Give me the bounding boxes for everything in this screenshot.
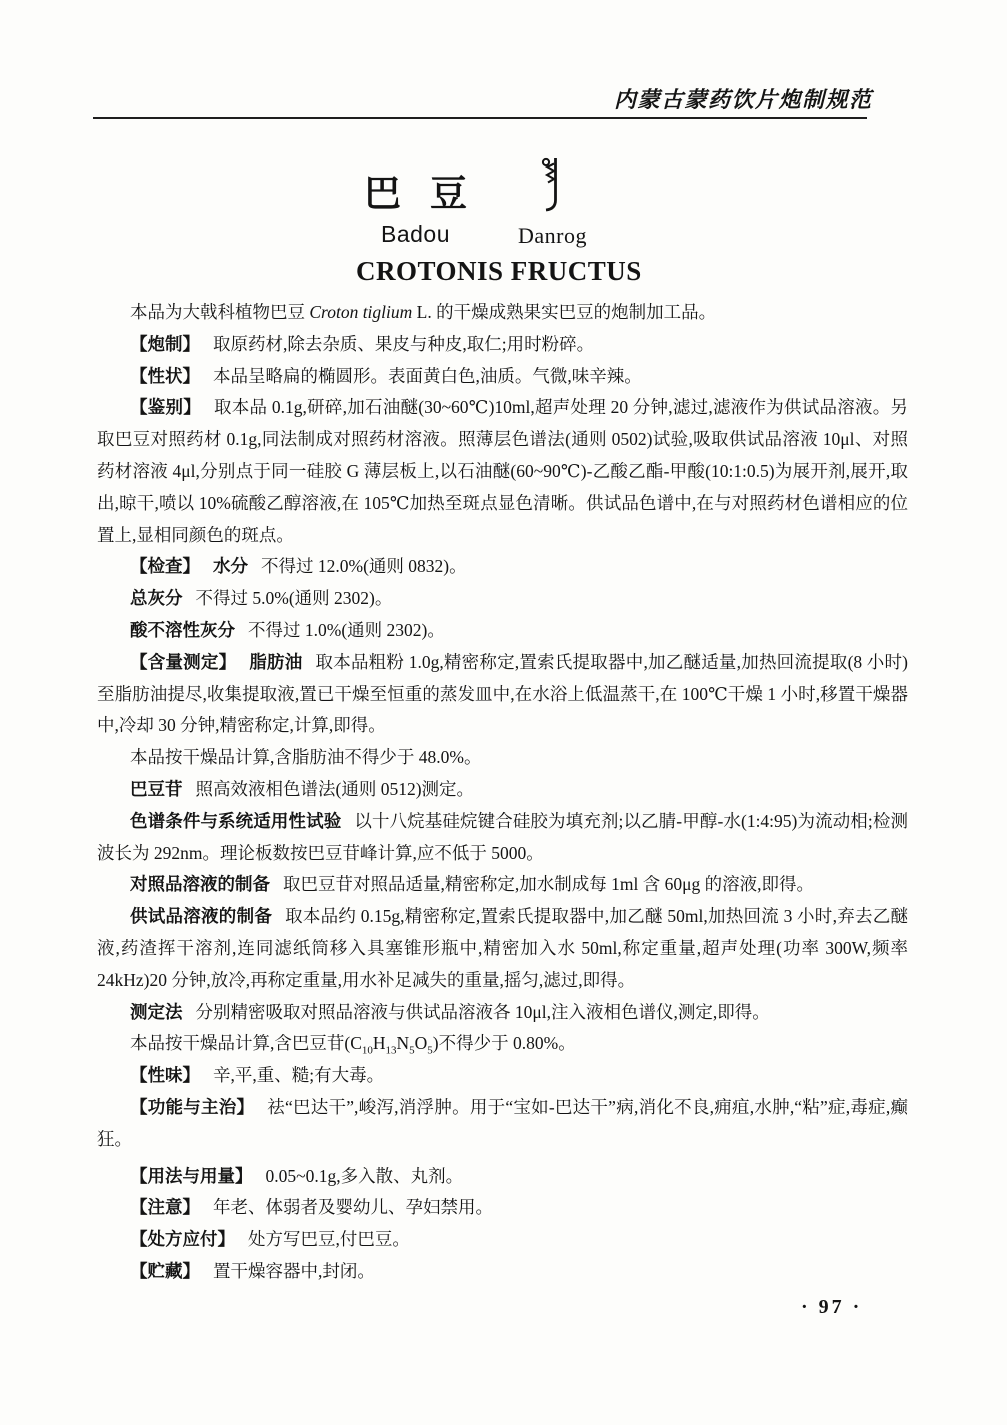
para-badougan: 巴豆苷 照高效液相色谱法(通则 0512)测定。: [130, 778, 475, 799]
label-jiancha: 【检查】: [130, 556, 200, 577]
label-xingwei: 【性味】: [130, 1065, 200, 1086]
formula-subscript: 13: [385, 1044, 397, 1057]
running-header: 内蒙古蒙药饮片炮制规范: [614, 87, 873, 112]
label-zonghuifen: 总灰分: [130, 588, 183, 609]
label-suanburong: 酸不溶性灰分: [130, 619, 235, 640]
para-yongfa: 【用法与用量】 0.05~0.1g,多入散、丸剂。: [130, 1165, 464, 1186]
label-hanliang: 【含量测定】: [130, 651, 237, 672]
formula-subscript: 5: [427, 1044, 433, 1057]
title-char-dou: 豆: [430, 174, 467, 215]
para-jiancha-shuifen: 【检查】 水分 不得过 12.0%(通则 0832)。: [130, 556, 467, 577]
para-chufang: 【处方应付】 处方写巴豆,付巴豆。: [130, 1229, 410, 1250]
page-number: · 97 ·: [801, 1296, 863, 1318]
label-zhucang: 【贮藏】: [130, 1260, 200, 1281]
formula-subscript: 5: [409, 1044, 415, 1057]
para-paozhi: 【炮制】 取原药材,除去杂质、果皮与种皮,取仁;用时粉碎。: [130, 333, 595, 354]
label-zhifangyou: 脂肪油: [249, 651, 303, 672]
latin-title: CROTONIS FRUCTUS: [356, 256, 642, 286]
label-chufang: 【处方应付】: [130, 1229, 235, 1250]
para-gongneng: 【功能与主治】 祛“巴达干”,峻泻,消浮肿。用于“宝如-巴达干”病,消化不良,痈疽,水肿,“粘”症,毒症,癫狂。: [97, 1096, 908, 1149]
para-gongshi: 供试品溶液的制备 取本品约 0.15g,精密称定,置索氏提取器中,加乙醚 50ml,加热回流 3 小时,弃去乙醚液,药渣挥干溶剂,连同滤纸筒移入具塞锥形瓶中,精密加入水 50ml,称定重量,超声处理(功率 300W,频率 24kHz)20 分钟,放冷,再称定重量,用水补足减失的重量,摇匀,滤过,即得。: [97, 906, 908, 990]
para-hanliang: 【含量测定】 脂肪油 取本品粗粉 1.0g,精密称定,置索氏提取器中,加乙醚适量,加热回流提取(8 小时)至脂肪油提尽,收集提取液,置已干燥至恒重的蒸发皿中,在水浴上低温蒸干,在 100℃干燥 1 小时,移置干燥器中,冷却 30 分钟,精密称定,计算,即得。: [97, 651, 909, 736]
label-sepu: 色谱条件与系统适用性试验: [130, 810, 342, 831]
drug-title-chinese: [364, 163, 467, 217]
label-shuifen: 水分: [213, 556, 248, 577]
para-duizhao: 对照品溶液的制备 取巴豆苷对照品适量,精密称定,加水制成每 1ml 含 60μg 的溶液,即得。: [130, 874, 814, 895]
para-zhifangyou-limit: 本品按干燥品计算,含脂肪油不得少于 48.0%。: [130, 747, 482, 768]
para-zonghuifen: 总灰分 不得过 5.0%(通则 2302)。: [130, 588, 393, 609]
para-zhuyi: 【注意】 年老、体弱者及婴幼儿、孕妇禁用。: [130, 1197, 493, 1218]
header-divider: [93, 117, 867, 119]
formula-subscript: 10: [361, 1044, 373, 1057]
botanical-name: Croton tiglium: [309, 302, 413, 322]
pinyin-name: Badou: [381, 221, 451, 247]
label-gongneng: 【功能与主治】: [130, 1096, 255, 1117]
para-intro: 本品为大戟科植物巴豆 Croton tiglium L. 的干燥成熟果实巴豆的炮制加工品。: [130, 302, 717, 322]
para-xingwei: 【性味】 辛,平,重、糙;有大毒。: [130, 1065, 385, 1086]
monograph-body: [97, 297, 908, 1288]
para-jianbie: 【鉴别】 取本品 0.1g,研碎,加石油醚(30~60℃)10ml,超声处理 20 分钟,滤过,滤液作为供试品溶液。另取巴豆对照药材 0.1g,同法制成对照药材溶液。照薄层色谱法(通则 0502)试验,吸取供试品溶液 10μl、对照药材溶液 4μl,分别点于同一硅胶 G 薄层板上,以石油醚(60~90℃)-乙酸乙酯-甲酸(10:1:0.5)为展开剂,展开,取出,晾干,喷以 10%硫酸乙醇溶液,在 105℃加热至斑点显色清晰。供试品色谱中,在与对照药材色谱相应的位置上,显相同颜色的斑点。: [97, 397, 909, 545]
label-badougan: 巴豆苷: [130, 778, 183, 799]
label-paozhi: 【炮制】: [130, 333, 200, 354]
mongolian-latin-name: Danrog: [518, 223, 587, 248]
label-gongshi: 供试品溶液的制备: [130, 906, 273, 927]
label-jianbie: 【鉴别】: [130, 397, 201, 418]
label-duizhao: 对照品溶液的制备: [130, 874, 270, 895]
para-cedingfa: 测定法 分别精密吸取对照品溶液与供试品溶液各 10μl,注入液相色谱仪,测定,即得。: [130, 1001, 770, 1022]
para-zhucang: 【贮藏】 置干燥容器中,封闭。: [130, 1260, 375, 1281]
para-suanburong: 酸不溶性灰分 不得过 1.0%(通则 2302)。: [130, 619, 445, 640]
mongolian-script-icon: [539, 156, 566, 221]
para-badougan-limit: 本品按干燥品计算,含巴豆苷$(C_{10}H_{13}N_5O_5)$不得少于 0.80%。: [130, 1033, 576, 1057]
label-zhuyi: 【注意】: [130, 1197, 200, 1218]
title-char-ba: 巴: [364, 174, 401, 215]
para-xingzhuang: 【性状】 本品呈略扁的椭圆形。表面黄白色,油质。气微,味辛辣。: [130, 365, 642, 386]
para-sepu: 色谱条件与系统适用性试验 以十八烷基硅烷键合硅胶为填充剂;以乙腈-甲醇-水(1:4:95)为流动相;检测波长为 292nm。理论板数按巴豆苷峰计算,应不低于 5000。: [97, 810, 908, 863]
label-yongfa: 【用法与用量】: [130, 1165, 253, 1186]
label-xingzhuang: 【性状】: [130, 365, 200, 386]
label-cedingfa: 测定法: [130, 1001, 183, 1022]
